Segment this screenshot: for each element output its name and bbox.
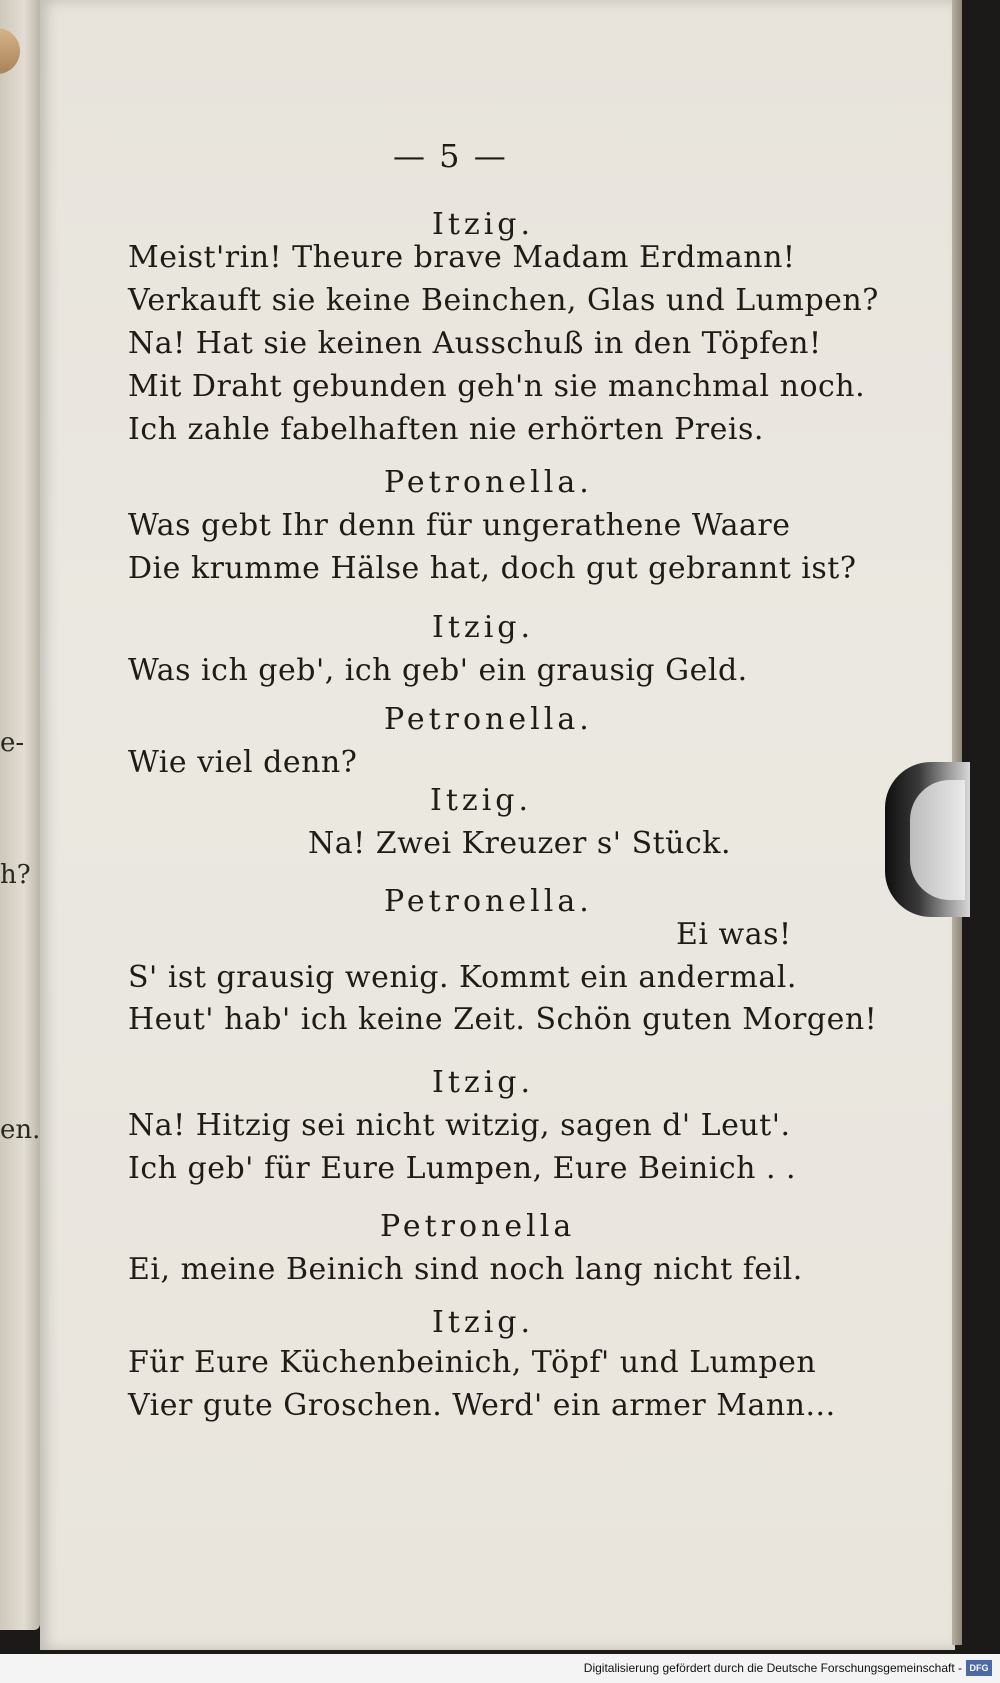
verse-line: Was gebt Ihr denn für ungerathene Waare [128,508,791,543]
verse-line: Na! Zwei Kreuzer s' Stück. [308,826,732,861]
speaker-name: Itzig. [430,783,533,818]
left-page-fragment: en. [0,1115,41,1145]
verse-line: Meist'rin! Theure brave Madam Erdmann! [128,240,796,275]
speaker-name: Itzig. [432,1305,535,1340]
funding-credit: Digitalisierung gefördert durch die Deutsche Forschungsgemeinschaft - [583,1661,962,1675]
verse-line: Wie viel denn? [128,745,358,780]
speaker-name: Petronella. [384,702,593,737]
verse-line: Mit Draht gebunden geh'n sie manchmal noch. [128,369,866,404]
verse-line: Heut' hab' ich keine Zeit. Schön guten Morgen! [128,1002,878,1037]
verse-line: Ich zahle fabelhaften nie erhörten Preis. [128,412,764,447]
verse-line: Die krumme Hälse hat, doch gut gebrannt ist? [128,551,857,586]
verse-line: Na! Hat sie keinen Ausschuß in den Töpfen! [128,326,822,361]
dfg-logo-icon: DFG [966,1660,992,1676]
verse-line: Verkauft sie keine Beinchen, Glas und Lumpen? [128,283,879,318]
speaker-name: Petronella. [384,465,593,500]
verse-line: Ei was! [676,917,792,952]
page-number: — 5 — [393,137,508,175]
speaker-name: Petronella [380,1209,576,1244]
verse-line: Ich geb' für Eure Lumpen, Eure Beinich . . [128,1151,797,1186]
speaker-name: Petronella. [384,884,593,919]
speaker-name: Itzig. [432,207,535,242]
footer-bar [0,1654,1000,1683]
left-page-fragment: e- [0,728,25,758]
verse-line: S' ist grausig wenig. Kommt ein andermal. [128,960,797,995]
verse-line: Ei, meine Beinich sind noch lang nicht feil. [128,1252,803,1287]
verse-line: Na! Hitzig sei nicht witzig, sagen d' Leut'. [128,1108,791,1143]
verse-line: Was ich geb', ich geb' ein grausig Geld. [128,653,748,688]
speaker-name: Itzig. [432,1065,535,1100]
speaker-name: Itzig. [432,610,535,645]
left-page-fragment: h? [0,860,31,890]
verse-line: Für Eure Küchenbeinich, Töpf' und Lumpen [128,1345,817,1380]
verse-line: Vier gute Groschen. Werd' ein armer Mann... [128,1388,836,1423]
